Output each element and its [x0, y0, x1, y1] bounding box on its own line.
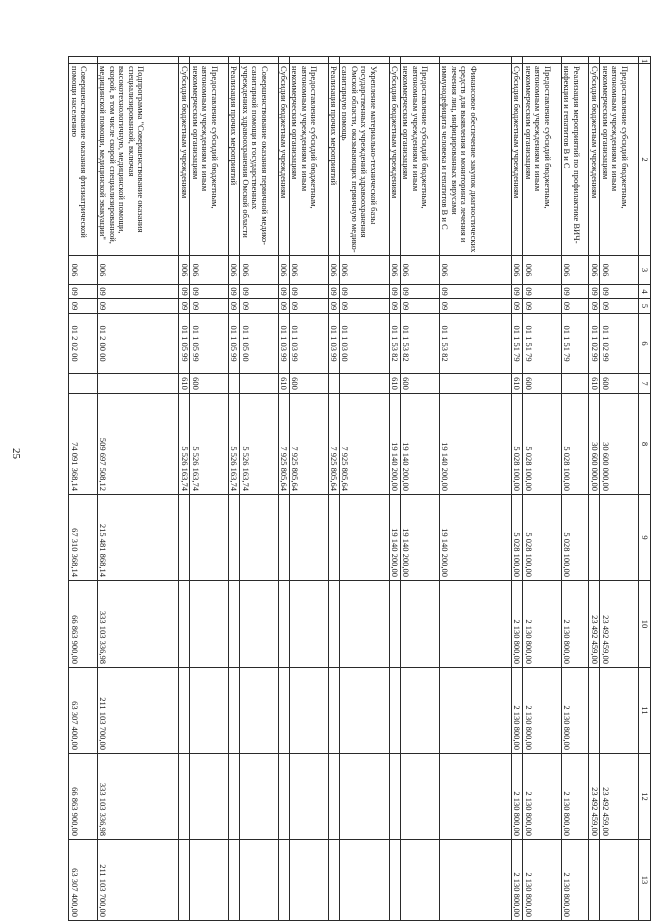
cell-col-7: [339, 374, 389, 394]
cell-col-5: 09: [228, 299, 239, 314]
cell-col-9: 67 310 368,14: [69, 495, 98, 581]
cell-col-11: [179, 668, 190, 754]
cell-col-7: [228, 374, 239, 394]
row-marker-cell: [240, 57, 279, 64]
cell-col-9: [328, 495, 339, 581]
cell-col-7: 600: [400, 374, 439, 394]
column-number-10: 10: [639, 581, 651, 668]
cell-col-9: 19 140 200,00: [400, 495, 439, 581]
cell-col-7: [561, 374, 588, 394]
cell-col-3: 006: [69, 256, 98, 285]
table-row: [511, 57, 522, 921]
cell-col-4: 09: [589, 285, 600, 299]
cell-col-7: 610: [278, 374, 289, 394]
table-row: [439, 57, 511, 921]
table-row: [328, 57, 339, 921]
cell-col-4: 09: [339, 285, 389, 299]
cell-col-3: 006: [97, 256, 178, 285]
row-marker-cell: [190, 57, 229, 64]
cell-col-13: [589, 840, 600, 921]
cell-col-9: [228, 495, 239, 581]
cell-col-10: [289, 581, 328, 668]
row-marker-cell: [328, 57, 339, 64]
cell-col-12: 2 130 800,00: [561, 754, 588, 840]
cell-col-7: 600: [190, 374, 229, 394]
page-number: 25: [10, 448, 22, 459]
row-name-cell: Предоставление субсидий бюджетным, автономным учреждениям и иным некоммерческим организациям: [600, 64, 639, 256]
column-number-9: 9: [639, 495, 651, 581]
table-row: [240, 57, 279, 921]
cell-col-7: [69, 374, 98, 394]
cell-col-3: 006: [328, 256, 339, 285]
cell-col-9: 19 140 200,00: [439, 495, 511, 581]
cell-col-5: 09: [328, 299, 339, 314]
cell-col-5: 09: [523, 299, 562, 314]
cell-col-9: [240, 495, 279, 581]
column-number-8: 8: [639, 394, 651, 495]
row-name-cell: Предоставление субсидий бюджетным, автономным учреждениям и иным некоммерческим организациям: [400, 64, 439, 256]
table-row: [179, 57, 190, 921]
table-row: [600, 57, 639, 921]
cell-col-11: 2 130 800,00: [511, 668, 522, 754]
cell-col-5: 09: [97, 299, 178, 314]
cell-col-13: 2 130 800,00: [511, 840, 522, 921]
cell-col-12: 23 492 459,00: [589, 754, 600, 840]
cell-col-4: 09: [289, 285, 328, 299]
cell-col-8: 5 526 163,74: [179, 394, 190, 495]
cell-col-3: 006: [240, 256, 279, 285]
cell-col-4: 09: [190, 285, 229, 299]
cell-col-7: 600: [289, 374, 328, 394]
cell-col-12: [190, 754, 229, 840]
cell-col-9: [278, 495, 289, 581]
cell-col-7: 610: [389, 374, 400, 394]
cell-col-5: 09: [289, 299, 328, 314]
cell-col-3: 006: [600, 256, 639, 285]
cell-col-8: 7 925 805,64: [339, 394, 389, 495]
cell-col-10: [328, 581, 339, 668]
cell-col-6: 01 1 05 99: [228, 314, 239, 374]
cell-col-13: 211 103 700,00: [97, 840, 178, 921]
cell-col-12: [289, 754, 328, 840]
column-number-row: [639, 57, 651, 921]
cell-col-8: 30 600 000,00: [600, 394, 639, 495]
cell-col-13: [278, 840, 289, 921]
cell-col-12: [328, 754, 339, 840]
cell-col-12: [439, 754, 511, 840]
column-number-12: 12: [639, 754, 651, 840]
cell-col-4: 09: [389, 285, 400, 299]
cell-col-6: 01 1 02 99: [600, 314, 639, 374]
column-number-5: 5: [639, 299, 651, 314]
table-row: [389, 57, 400, 921]
cell-col-6: 01 1 05 99: [190, 314, 229, 374]
cell-col-5: 09: [69, 299, 98, 314]
cell-col-8: 19 140 200,00: [439, 394, 511, 495]
cell-col-8: 7 925 805,64: [328, 394, 339, 495]
cell-col-10: [278, 581, 289, 668]
cell-col-8: 7 925 805,64: [278, 394, 289, 495]
row-marker-cell: [589, 57, 600, 64]
table-row: [278, 57, 289, 921]
row-marker-cell: [289, 57, 328, 64]
cell-col-4: 09: [439, 285, 511, 299]
cell-col-8: 5 526 163,74: [190, 394, 229, 495]
cell-col-9: 5 028 100,00: [511, 495, 522, 581]
row-name-cell: Реализация прочих мероприятий: [228, 64, 239, 256]
cell-col-6: 01 1 05 00: [240, 314, 279, 374]
cell-col-5: 09: [400, 299, 439, 314]
cell-col-13: [389, 840, 400, 921]
row-marker-cell: [439, 57, 511, 64]
row-name-cell: Реализация мероприятий по профилактике ВИЧ-инфекции и гепатитов В и С: [561, 64, 588, 256]
row-name-cell: Укрепление материально-технической базы государственных учреждений здравоохранения Омской области, оказывающих первичную медико-санитарную помощь: [339, 64, 389, 256]
cell-col-11: 63 307 400,00: [69, 668, 98, 754]
cell-col-3: 006: [439, 256, 511, 285]
table-row: [339, 57, 389, 921]
cell-col-6: 01 1 02 99: [589, 314, 600, 374]
cell-col-9: [600, 495, 639, 581]
cell-col-6: 01 2 02 00: [69, 314, 98, 374]
cell-col-12: [339, 754, 389, 840]
cell-col-5: 09: [511, 299, 522, 314]
cell-col-8: 19 140 200,00: [389, 394, 400, 495]
row-name-cell: Предоставление субсидий бюджетным, автономным учреждениям и иным некоммерческим организациям: [523, 64, 562, 256]
table-row: [97, 57, 178, 921]
cell-col-13: [240, 840, 279, 921]
row-marker-cell: [179, 57, 190, 64]
row-marker-cell: [511, 57, 522, 64]
cell-col-3: 006: [339, 256, 389, 285]
cell-col-10: [439, 581, 511, 668]
cell-col-13: 2 130 800,00: [523, 840, 562, 921]
cell-col-10: 66 863 900,00: [69, 581, 98, 668]
cell-col-9: 19 140 200,00: [389, 495, 400, 581]
cell-col-7: 600: [600, 374, 639, 394]
cell-col-4: 09: [278, 285, 289, 299]
cell-col-6: 01 1 03 00: [339, 314, 389, 374]
row-marker-cell: [97, 57, 178, 64]
cell-col-6: 01 1 53 82: [389, 314, 400, 374]
cell-col-11: [600, 668, 639, 754]
row-marker-cell: [400, 57, 439, 64]
cell-col-10: [179, 581, 190, 668]
table-row: [69, 57, 98, 921]
cell-col-6: 01 1 53 82: [439, 314, 511, 374]
cell-col-3: 006: [228, 256, 239, 285]
cell-col-7: 610: [511, 374, 522, 394]
row-name-cell: Субсидии бюджетным учреждениям: [179, 64, 190, 256]
row-name-cell: Субсидии бюджетным учреждениям: [589, 64, 600, 256]
cell-col-3: 006: [561, 256, 588, 285]
column-number-4: 4: [639, 285, 651, 299]
cell-col-11: [240, 668, 279, 754]
table-row: [589, 57, 600, 921]
cell-col-4: 09: [523, 285, 562, 299]
table-row: [561, 57, 588, 921]
cell-col-7: [328, 374, 339, 394]
column-number-11: 11: [639, 668, 651, 754]
cell-col-10: [190, 581, 229, 668]
cell-col-11: 211 103 700,00: [97, 668, 178, 754]
cell-col-3: 006: [289, 256, 328, 285]
cell-col-11: [190, 668, 229, 754]
row-marker-cell: [523, 57, 562, 64]
cell-col-3: 006: [589, 256, 600, 285]
cell-col-9: 215 481 868,14: [97, 495, 178, 581]
cell-col-13: [439, 840, 511, 921]
cell-col-11: [278, 668, 289, 754]
cell-col-13: 2 130 800,00: [561, 840, 588, 921]
cell-col-9: 5 028 100,00: [523, 495, 562, 581]
row-name-cell: Субсидии бюджетным учреждениям: [511, 64, 522, 256]
cell-col-13: [228, 840, 239, 921]
cell-col-12: [278, 754, 289, 840]
cell-col-12: [240, 754, 279, 840]
row-marker-cell: [69, 57, 98, 64]
cell-col-12: 2 130 800,00: [511, 754, 522, 840]
cell-col-8: 5 028 100,00: [561, 394, 588, 495]
cell-col-4: 09: [228, 285, 239, 299]
cell-col-12: 2 130 800,00: [523, 754, 562, 840]
row-name-cell: Субсидии бюджетным учреждениям: [278, 64, 289, 256]
cell-col-7: 610: [179, 374, 190, 394]
column-number-6: 6: [639, 314, 651, 374]
cell-col-12: [389, 754, 400, 840]
cell-col-4: 09: [511, 285, 522, 299]
column-number-2: 2: [639, 64, 651, 256]
cell-col-5: 09: [600, 299, 639, 314]
cell-col-3: 006: [179, 256, 190, 285]
cell-col-11: [328, 668, 339, 754]
cell-col-8: 5 526 163,74: [228, 394, 239, 495]
cell-col-8: 7 925 805,64: [289, 394, 328, 495]
cell-col-12: 66 863 900,00: [69, 754, 98, 840]
table-row: [289, 57, 328, 921]
cell-col-6: 01 1 03 99: [328, 314, 339, 374]
cell-col-3: 006: [523, 256, 562, 285]
cell-col-4: 09: [400, 285, 439, 299]
cell-col-12: [400, 754, 439, 840]
cell-col-12: [228, 754, 239, 840]
cell-col-3: 006: [400, 256, 439, 285]
row-name-cell: Предоставление субсидий бюджетным, автономным учреждениям и иным некоммерческим организациям: [289, 64, 328, 256]
cell-col-13: [328, 840, 339, 921]
cell-col-5: 09: [439, 299, 511, 314]
cell-col-6: 01 1 53 82: [400, 314, 439, 374]
cell-col-8: 5 028 100,00: [523, 394, 562, 495]
cell-col-8: 19 140 200,00: [400, 394, 439, 495]
cell-col-10: 2 130 800,00: [523, 581, 562, 668]
cell-col-10: [240, 581, 279, 668]
cell-col-6: 01 2 00 00: [97, 314, 178, 374]
cell-col-10: [389, 581, 400, 668]
row-marker-cell: [228, 57, 239, 64]
row-name-cell: Субсидии бюджетным учреждениям: [389, 64, 400, 256]
cell-col-13: 63 307 400,00: [69, 840, 98, 921]
cell-col-8: 30 600 000,00: [589, 394, 600, 495]
table-row: [228, 57, 239, 921]
cell-col-6: 01 1 05 99: [179, 314, 190, 374]
budget-table: [68, 56, 651, 921]
row-name-cell: Совершенствование оказания первичной медико-санитарной помощи в государственных учреждениях здравоохранения Омской области: [240, 64, 279, 256]
cell-col-13: [289, 840, 328, 921]
cell-col-11: [289, 668, 328, 754]
cell-col-4: 09: [328, 285, 339, 299]
cell-col-4: 09: [179, 285, 190, 299]
cell-col-10: 23 492 459,00: [589, 581, 600, 668]
cell-col-11: [228, 668, 239, 754]
row-name-cell: Финансовое обеспечение закупок диагностических средств для выявления и мониторинга лечения и лечения лиц, инфицированных вирусами иммунодефицита человека и гепатитов В и С: [439, 64, 511, 256]
column-number-3: 3: [639, 256, 651, 285]
cell-col-11: [389, 668, 400, 754]
cell-col-5: 09: [179, 299, 190, 314]
cell-col-10: 2 130 800,00: [511, 581, 522, 668]
cell-col-9: 5 028 100,00: [561, 495, 588, 581]
cell-col-7: [97, 374, 178, 394]
row-marker-cell: [389, 57, 400, 64]
cell-col-10: 2 130 800,00: [561, 581, 588, 668]
cell-col-10: [339, 581, 389, 668]
cell-col-4: 09: [561, 285, 588, 299]
cell-col-10: [400, 581, 439, 668]
cell-col-12: 333 103 336,98: [97, 754, 178, 840]
cell-col-4: 09: [97, 285, 178, 299]
cell-col-5: 09: [240, 299, 279, 314]
cell-col-12: [179, 754, 190, 840]
row-marker-cell: [278, 57, 289, 64]
row-name-cell: Совершенствование оказания фтизиатрической помощи населению: [69, 64, 98, 256]
row-name-cell: Подпрограмма "Совершенствование оказания специализированной, включая высокотехнологичную, медицинской помощи, скорой, в том числе скорой специализированной, медицинской помощи, медицинской эвакуации": [97, 64, 178, 256]
cell-col-13: [190, 840, 229, 921]
cell-col-5: 09: [278, 299, 289, 314]
cell-col-13: [400, 840, 439, 921]
cell-col-8: 74 091 368,14: [69, 394, 98, 495]
cell-col-3: 006: [511, 256, 522, 285]
cell-col-11: [589, 668, 600, 754]
cell-col-11: [400, 668, 439, 754]
cell-col-7: 610: [589, 374, 600, 394]
cell-col-13: [339, 840, 389, 921]
cell-col-4: 09: [69, 285, 98, 299]
cell-col-6: 01 1 51 79: [523, 314, 562, 374]
row-name-cell: Предоставление субсидий бюджетным, автономным учреждениям и иным некоммерческим организациям: [190, 64, 229, 256]
cell-col-9: [589, 495, 600, 581]
cell-col-6: 01 1 03 99: [278, 314, 289, 374]
row-marker-cell: [339, 57, 389, 64]
column-number-1: 1: [639, 57, 651, 64]
row-marker-cell: [600, 57, 639, 64]
cell-col-11: 2 130 800,00: [523, 668, 562, 754]
table-row: [190, 57, 229, 921]
cell-col-11: 2 130 800,00: [561, 668, 588, 754]
cell-col-9: [179, 495, 190, 581]
cell-col-6: 01 1 51 79: [561, 314, 588, 374]
cell-col-6: 01 1 03 99: [289, 314, 328, 374]
cell-col-10: 23 492 459,00: [600, 581, 639, 668]
cell-col-9: [289, 495, 328, 581]
cell-col-3: 006: [190, 256, 229, 285]
cell-col-3: 006: [389, 256, 400, 285]
cell-col-10: 333 103 336,98: [97, 581, 178, 668]
row-marker-cell: [561, 57, 588, 64]
cell-col-7: [240, 374, 279, 394]
cell-col-11: [339, 668, 389, 754]
cell-col-9: [339, 495, 389, 581]
column-number-7: 7: [639, 374, 651, 394]
cell-col-5: 09: [589, 299, 600, 314]
row-name-cell: Реализация прочих мероприятий: [328, 64, 339, 256]
column-number-13: 13: [639, 840, 651, 921]
cell-col-5: 09: [339, 299, 389, 314]
table-row: [523, 57, 562, 921]
cell-col-7: [439, 374, 511, 394]
cell-col-12: 23 492 459,00: [600, 754, 639, 840]
budget-table-sheet: [68, 56, 651, 920]
cell-col-9: [190, 495, 229, 581]
cell-col-5: 09: [190, 299, 229, 314]
cell-col-5: 09: [389, 299, 400, 314]
cell-col-6: 01 1 51 79: [511, 314, 522, 374]
cell-col-7: 600: [523, 374, 562, 394]
cell-col-13: [600, 840, 639, 921]
cell-col-10: [228, 581, 239, 668]
cell-col-8: 509 697 508,12: [97, 394, 178, 495]
cell-col-5: 09: [561, 299, 588, 314]
table-row: [400, 57, 439, 921]
cell-col-8: 5 526 163,74: [240, 394, 279, 495]
cell-col-13: [179, 840, 190, 921]
cell-col-11: [439, 668, 511, 754]
cell-col-3: 006: [278, 256, 289, 285]
cell-col-4: 09: [600, 285, 639, 299]
cell-col-4: 09: [240, 285, 279, 299]
cell-col-8: 5 028 100,00: [511, 394, 522, 495]
